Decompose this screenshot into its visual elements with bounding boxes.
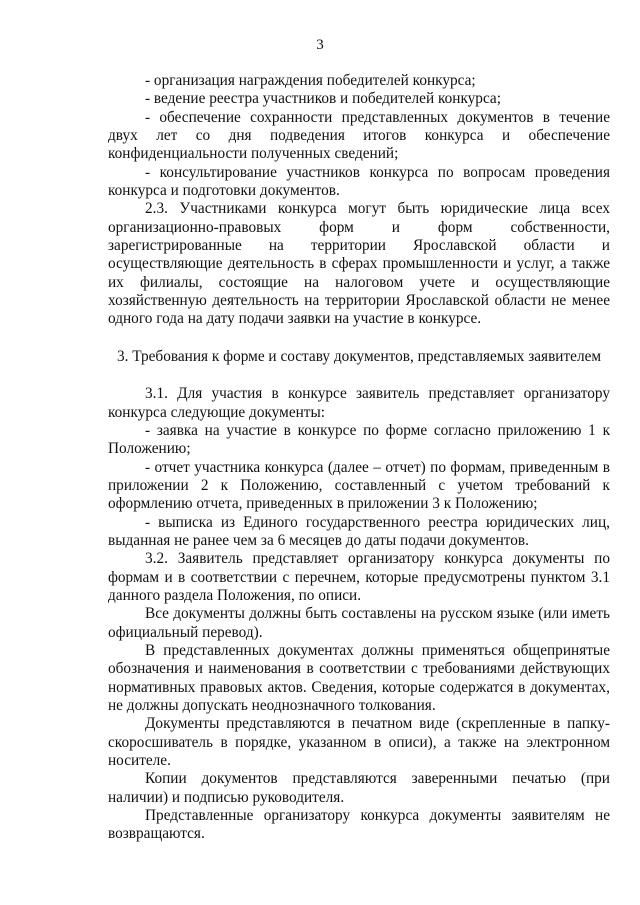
paragraph-3-1: 3.1. Для участия в конкурсе заявитель представляет организатору конкурса следующие документы: [108,385,610,421]
list-item: - заявка на участие в конкурсе по форме согласно приложению 1 к Положению; [108,421,610,458]
paragraph: Документы представляются в печатном виде (скрепленные в папку-скоросшиватель в порядке, указанном в описи), а также на электронном носителе. [108,715,610,770]
page-number: 3 [316,37,324,53]
paragraph: Все документы должны быть составлены на русском языке (или иметь официальный перевод). [108,605,610,641]
list-item: - обеспечение сохранности представленных документов в течение двух лет со дня подведения итогов конкурса и обеспечение конфиденциальности полученных сведений; [108,108,610,163]
list-item: - отчет участника конкурса (далее – отчет) по формам, приведенным в приложении 2 к Положению, составленный с учетом требований к оформлению отчета, приведенных в приложении 3 к Положению; [108,458,610,513]
paragraph-2-3: 2.3. Участниками конкурса могут быть юридические лица всех организационно-правовых форм и форм собственности, зарегистрированные на территории Ярославской области и осуществляющие деятельность в сферах промышленности и услуг, а также их филиалы, состоящие на налоговом учете и осуществляющие хозяйственную деятельность на территории Ярославской области не менее одного года на дату подачи заявки на участие в конкурсе. [108,200,610,328]
document-body [108,72,610,844]
list-item: - консультирование участников конкурса по вопросам проведения конкурса и подготовки документов. [108,163,610,200]
list-item: - выписка из Единого государственного реестра юридических лиц, выданная не ранее чем за 6 месяцев до даты подачи документов. [108,513,610,549]
section-heading: 3. Требования к форме и составу документов, представляемых заявителем [116,347,602,365]
list-item: - организация награждения победителей конкурса; [145,72,476,89]
paragraph: Представленные организатору конкурса документы заявителям не возвращаются. [108,807,610,843]
paragraph: Копии документов представляются заверенными печатью (при наличии) и подписью руководителя. [108,770,610,806]
list-item: - ведение реестра участников и победителей конкурса; [145,90,501,108]
paragraph-3-2: 3.2. Заявитель представляет организатору конкурса документы по формам и в соответствии с перечнем, которые предусмотрены пунктом 3.1 данного раздела Положения, по описи. [108,550,610,604]
paragraph: В представленных документах должны применяться общепринятые обозначения и наименования в соответствии с требованиями действующих нормативных правовых актов. Сведения, которые содержатся в документах, не должны допускать неоднозначного толкования. [108,641,610,714]
